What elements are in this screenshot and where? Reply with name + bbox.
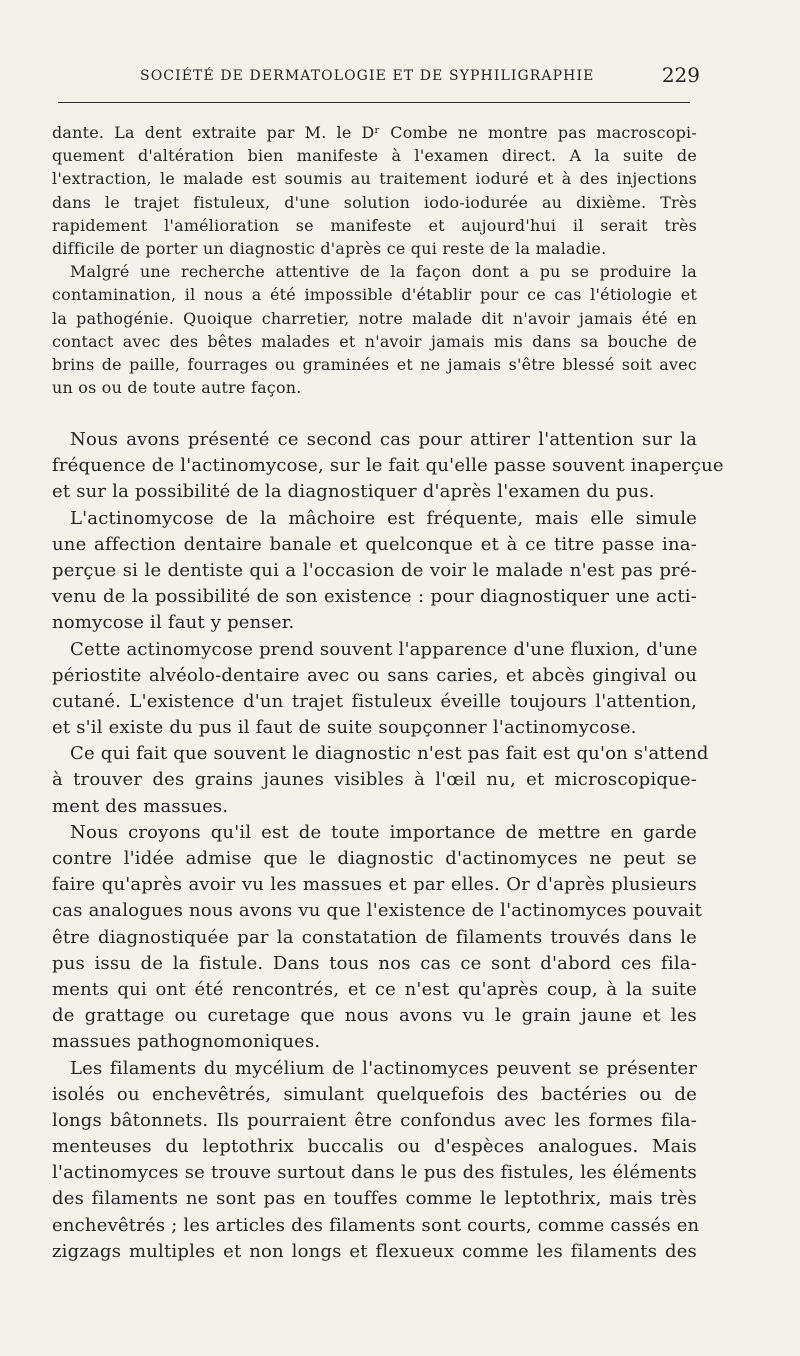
text-line: cas analogues nous avons vu que l'existence de l'actinomyces pouvait <box>52 900 703 922</box>
text-line: contre l'idée admise que le diagnostic d'actinomyces ne peut se <box>52 848 697 869</box>
text-line: la pathogénie. Quoique charretier, notre malade dit n'avoir jamais été en <box>52 308 697 328</box>
text-line: dans le trajet fistuleux, d'une solution iodo-iodurée au dixième. Très <box>52 192 697 212</box>
text-line: perçue si le dentiste qui a l'occasion de voir le malade n'est pas pré- <box>52 559 697 581</box>
text-line: des filaments ne sont pas en touffes comme le leptothrix, mais très <box>52 1188 697 1210</box>
page-header <box>50 60 700 100</box>
text-line: et s'il existe du pus il faut de suite soupçonner l'actinomycose. <box>52 717 637 739</box>
text-line: fréquence de l'actinomycose, sur le fait qu'elle passe souvent inaperçue <box>52 455 724 477</box>
text-line: pus issu de la fistule. Dans tous nos cas ce sont d'abord ces fila- <box>52 952 697 974</box>
text-line: Les filaments du mycélium de l'actinomyces peuvent se présenter <box>70 1057 697 1079</box>
text-line: périostite alvéolo-dentaire avec ou sans caries, et abcès gingival ou <box>52 664 697 686</box>
text-line: un os ou de toute autre façon. <box>52 378 302 398</box>
case-report-text <box>52 121 697 399</box>
text-line: l'actinomyces se trouve surtout dans le pus des fistules, les éléments <box>52 1162 697 1184</box>
text-line: cutané. L'existence d'un trajet fistuleux éveille toujours l'attention, <box>52 690 697 712</box>
text-line: Ce qui fait que souvent le diagnostic n'est pas fait est qu'on s'attend <box>70 743 709 765</box>
text-line: Cette actinomycose prend souvent l'apparence d'une fluxion, d'une <box>70 638 698 660</box>
text-line: zigzags multiples et non longs et flexueux comme les filaments des <box>52 1240 697 1262</box>
text-line: Nous avons présenté ce second cas pour attirer l'attention sur la <box>70 429 697 450</box>
text-line: L'actinomycose de la mâchoire est fréquente, mais elle simule <box>70 507 697 529</box>
text-line: contamination, il nous a été impossible d'établir pour ce cas l'étiologie et <box>52 285 697 305</box>
text-line: Nous croyons qu'il est de toute importance de mettre en garde <box>70 821 697 843</box>
text-line: brins de paille, fourrages ou graminées et ne jamais s'être blessé soit avec <box>52 354 697 374</box>
text-line: rapidement l'amélioration se manifeste et aujourd'hui il serait très <box>52 215 697 235</box>
text-line: longs bâtonnets. Ils pourraient être confondus avec les formes fila- <box>52 1109 697 1131</box>
text-line: ment des massues. <box>52 795 229 817</box>
text-line: de grattage ou curetage que nous avons vu le grain jaune et les <box>52 1005 697 1027</box>
text-line: menteuses du leptothrix buccalis ou d'espèces analogues. Mais <box>52 1136 697 1158</box>
text-line: enchevêtrés ; les articles des filaments sont courts, comme cassés en <box>52 1214 700 1236</box>
header-rule <box>58 102 690 103</box>
text-line: quement d'altération bien manifeste à l'examen direct. A la suite de <box>52 146 697 166</box>
text-line: et sur la possibilité de la diagnostiquer d'après l'examen du pus. <box>52 481 655 503</box>
text-line: contact avec des bêtes malades et n'avoir jamais mis dans sa bouche de <box>52 331 697 351</box>
text-line: difficile de porter un diagnostic d'après ce qui reste de la maladie. <box>52 238 607 258</box>
text-line: l'extraction, le malade est soumis au traitement ioduré et à des injections <box>52 169 697 189</box>
text-line: faire qu'après avoir vu les massues et par elles. Or d'après plusieurs <box>52 874 697 896</box>
text-line: à trouver des grains jaunes visibles à l'œil nu, et microscopique- <box>52 769 697 791</box>
text-line: une affection dentaire banale et quelconque et à ce titre passe ina- <box>52 533 697 555</box>
page-number: 229 <box>661 63 700 87</box>
text-line: nomycose il faut y penser. <box>52 612 295 634</box>
text-line: massues pathognomoniques. <box>52 1031 321 1053</box>
text-line: Malgré une recherche attentive de la façon dont a pu se produire la <box>70 262 697 282</box>
running-title: SOCIÉTÉ DE DERMATOLOGIE ET DE SYPHILIGRAPHIE <box>140 68 595 84</box>
text-line: ments qui ont été rencontrés, et ce n'est qu'après coup, à la suite <box>52 978 697 1000</box>
discussion-text <box>52 427 724 1265</box>
text-line: dante. La dent extraite par M. le Dʳ Combe ne montre pas macroscopi- <box>52 123 697 142</box>
text-line: venu de la possibilité de son existence : pour diagnostiquer une acti- <box>52 586 697 608</box>
text-line: isolés ou enchevêtrés, simulant quelquefois des bactéries ou de <box>52 1083 697 1105</box>
text-line: être diagnostiquée par la constatation de filaments trouvés dans le <box>52 926 697 948</box>
